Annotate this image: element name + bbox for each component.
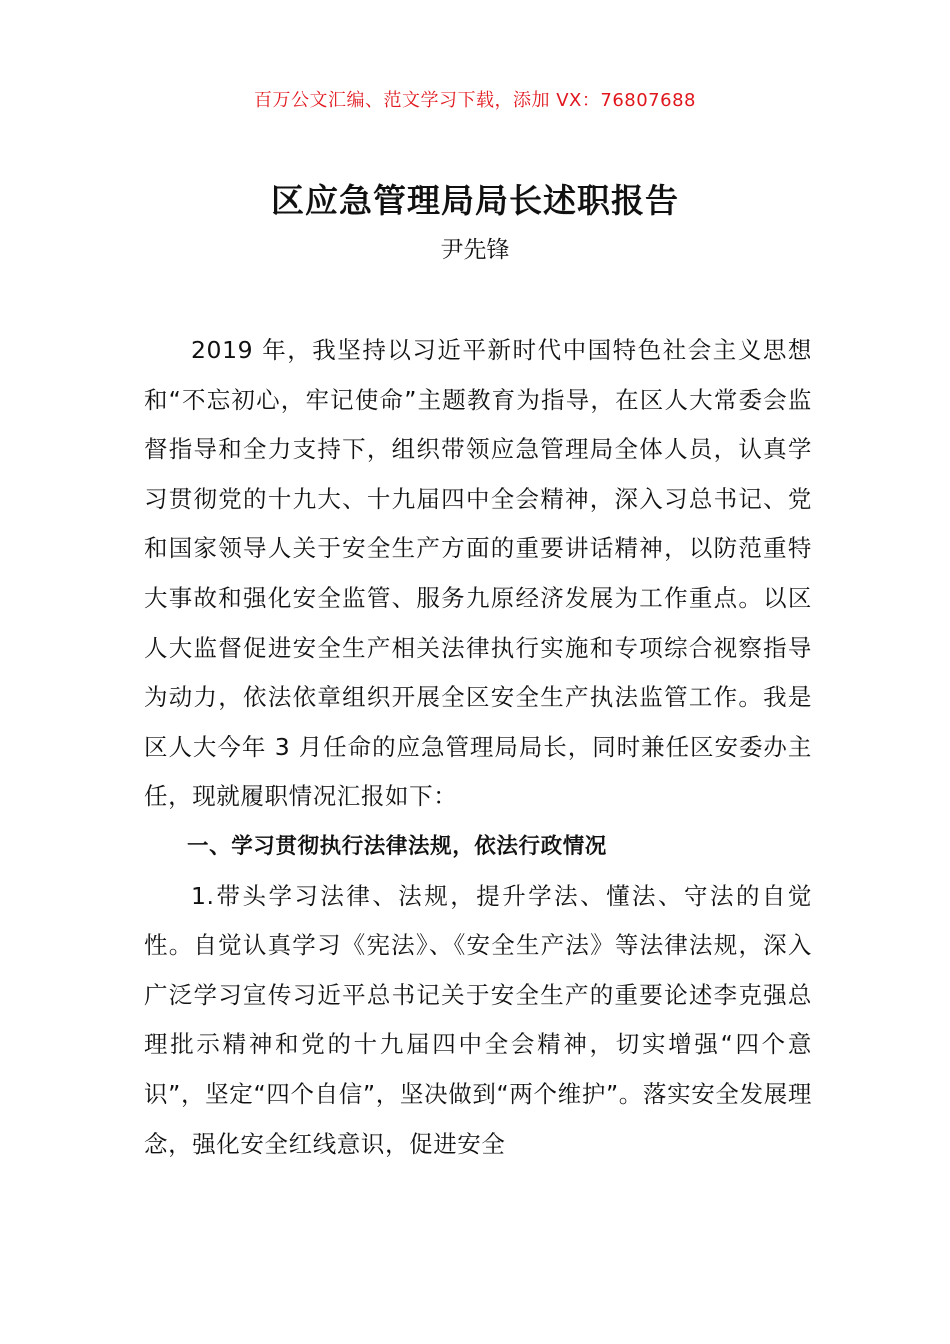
item-one-paragraph: 1.带头学习法律、法规，提升学法、懂法、守法的自觉性。自觉认真学习《宪法》、《安全生产法》等法律法规，深入广泛学习宣传习近平总书记关于安全生产的重要论述李克强总理批示精神和党的十九届四中全会精神，切实增强“四个意识”，坚定“四个自信”，坚决做到“两个维护”。落实安全发展理念，强化安全红线意识，促进安全 [144,881,812,1158]
document-author: 尹先锋 [440,237,510,263]
section-one-heading: 一、学习贯彻执行法律法规，依法行政情况 [187,833,607,859]
document-body [144,326,812,1169]
intro-paragraph: 2019 年，我坚持以习近平新时代中国特色社会主义思想和“不忘初心，牢记使命”主题教育为指导，在区人大常委会监督指导和全力支持下，组织带领应急管理局全体人员，认真学习贯彻党的十九大、十九届四中全会精神，深入习总书记、党和国家领导人关于安全生产方面的重要讲话精神，以防范重特大事故和强化安全监管、服务九原经济发展为工作重点。以区人大监督促进安全生产相关法律执行实施和专项综合视察指导为动力，依法依章组织开展全区安全生产执法监管工作。我是区人大今年 3 月任命的应急管理局局长，同时兼任区安委办主任，现就履职情况汇报如下： [144,336,812,811]
header-promo-note: 百万公文汇编、范文学习下载，添加 VX：76807688 [254,90,696,111]
document-title: 区应急管理局局长述职报告 [271,181,679,220]
